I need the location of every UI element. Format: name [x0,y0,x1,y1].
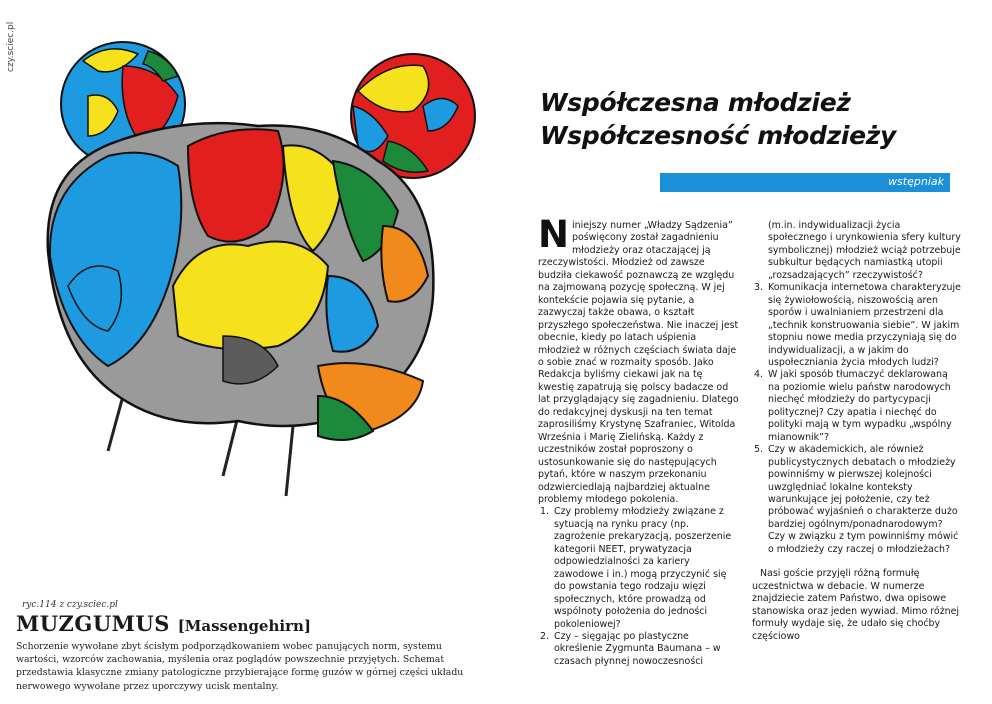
question-item: 3. Komunikacja internetowa charakteryzuje się żywiołowością, niszowością aren sporów i uwalnianiem przestrzeni dla „technik konstruowania siebie”. W jakim stopniu nowe media przyczyniają się do indywidualizacji, a w jakim do uspołeczniania życia młodych ludzi? [766,282,962,369]
brain-illustration [28,36,478,506]
figure-reference: ryc.114 z czy.sciec.pl [22,600,118,610]
drop-cap: N [538,213,569,256]
question-item: 1. Czy problemy młodzieży związane z sytuacją na rynku pracy (np. zagrożenie prekaryzacją, poszerzenie kategorii NEET, prywatyzacja odpowiedzialności za kariery zawodowe i in.) mogą przyczynić się do powstania tego rodzaju więzi społecznych, które prowadzą od wspólnoty położenia do jedności pokoleniowej? [552,506,740,631]
figure-description: Schorzenie wywołane zbyt ścisłym podporządkowaniem wobec panujących norm, systemu wartości, wzorców zachowania, myślenia oraz poglądów powszechnie przyjętych. Schemat przedstawia klasyczne zmiany patologiczne przybierające formę guzów w górnej części układu nerwowego wywołane przez uporczywy ucisk mentalny. [16,641,464,692]
question-item: 4. W jaki sposób tłumaczyć deklarowaną na poziomie wielu państw narodowych niechęć młodzieży do partycypacji politycznej? Czy apatia i niechęć do polityki mają w tym wypadku „wspólny mianownik”? [766,369,962,444]
question-list-continued [752,282,962,556]
intro-paragraph [538,213,740,506]
article-column-2 [752,220,962,643]
section-label-bar [660,173,950,192]
intro-text: iniejszy numer „Władzy Sądzenia” poświęcony został zagadnieniu młodzieży oraz otaczającej ją rzeczywistości. Młodzież od zawsze budziła ciekawość poznawczą ze względu na zajmowaną pozycję społeczną. W jej kontekście pojawia się pytanie, a zazwyczaj także obawa, o kształt przyszłego społeczeństwa. Nie inaczej jest obecnie, kiedy po latach uśpienia młodzież w różnych częściach świata daje o sobie znać w rozmaity sposób. Jako Redakcja byliśmy ciekawi jak na tę kwestię zapatrują się polscy badacze od lat przyglądający się zagadnieniu. Dlatego do redakcyjnej dyskusji na ten temat zaprosiliśmy Krystynę Szafraniec, Witolda Września i Marię Zielińską. Każdy z uczestników został poproszony o ustosunkowanie się do następujących pytań, które w naszym przekonaniu odzwierciedlają najbardziej aktualne problemy młodego pokolenia. [538,220,739,505]
article-column-1 [538,213,740,668]
question-item: 5. Czy w akademickich, ale również publicystycznych debatach o młodzieży powinniśmy w pierwszej kolejności uwzględniać lokalne konteksty warunkujące jej położenie, czy też próbować wyjaśnień o charakterze dużo bardziej ogólnym/ponadnarodowym? Czy w związku z tym powinniśmy mówić o młodzieży czy raczej o młodzieżach? [766,444,962,556]
question-2-continued: (m.in. indywidualizacji życia społecznego i urynkowienia sfery kultury symbolicznej) młodzież wciąż potrzebuje subkultur będących namiastką utopii „rozsadzających” rzeczywistość? [768,220,961,281]
side-url-label: czy.sciec.pl [6,21,16,72]
question-list [538,506,740,668]
question-item: 2. Czy – sięgając po plastyczne określenie Zygmunta Baumana – w czasach płynnej nowoczesności [552,631,740,668]
section-label: wstępniak [888,175,944,188]
article-title-line-1: Współczesna młodzież [540,88,851,117]
article-title [540,86,980,152]
figure-caption [16,600,486,693]
figure-subtitle: [Massengehirn] [177,617,311,635]
figure-title [16,612,486,638]
figure-title-main: MUZGUMUS [16,611,170,636]
article-title-line-2: Współczesność młodzieży [540,121,897,150]
closing-paragraph: Nasi goście przyjęli różną formułę uczestnictwa w debacie. W numerze znajdziecie zatem Państwo, dwa opisowe stanowiska oraz jeden wywiad. Mimo różnej formuły wydaje się, że udało się choćby częściowo [752,568,960,642]
